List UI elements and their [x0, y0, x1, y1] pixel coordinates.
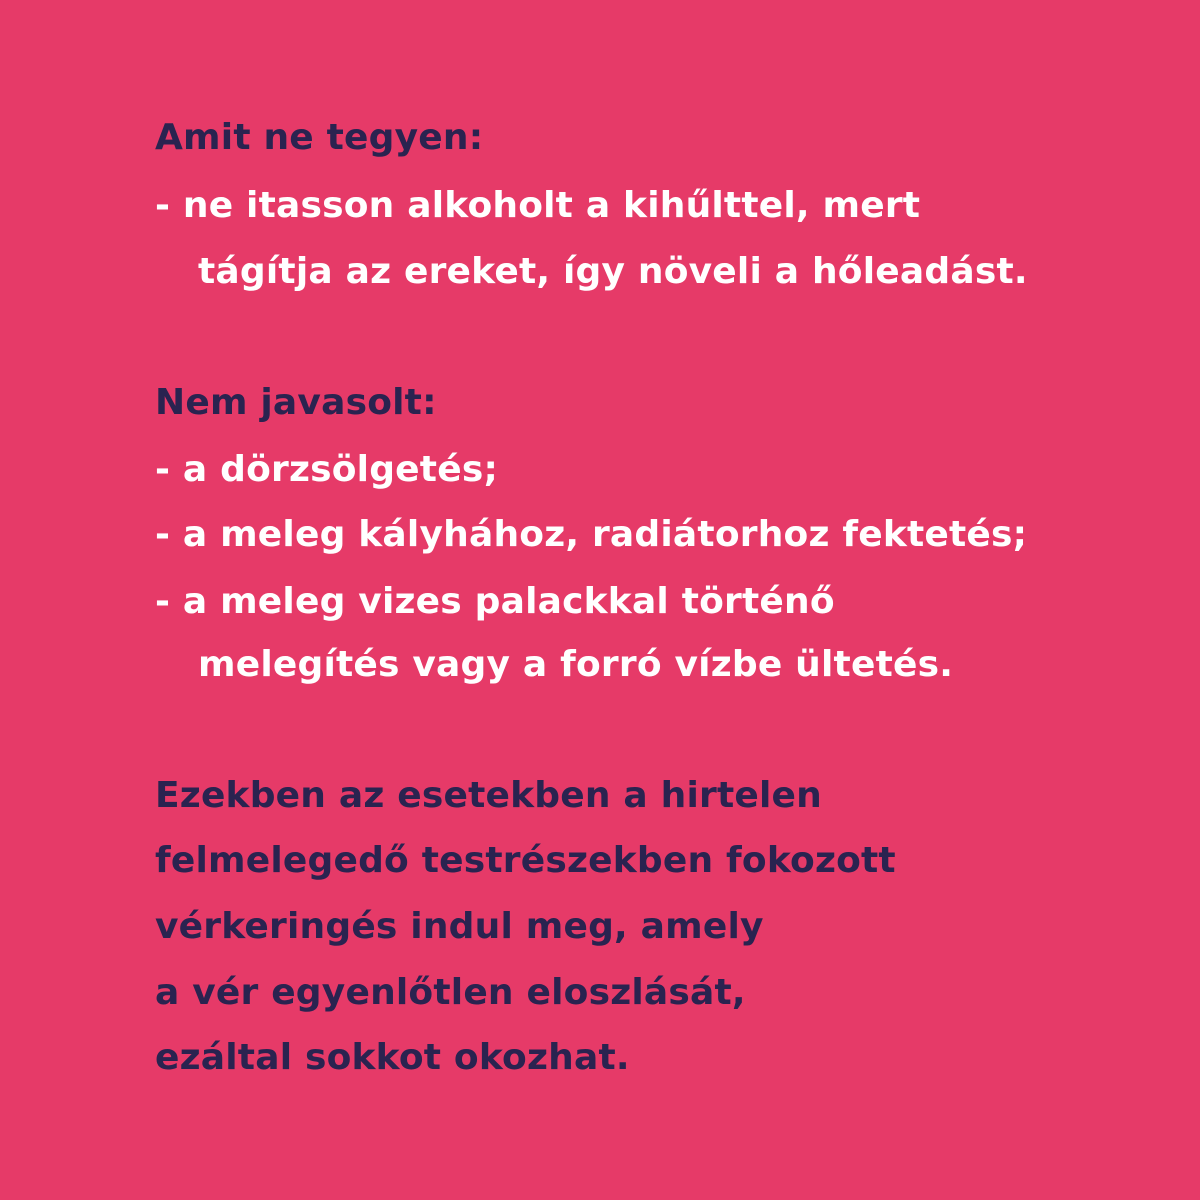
section3-line-4: a vér egyenlőtlen eloszlását, — [155, 972, 746, 1013]
section3-line-5: ezáltal sokkot okozhat. — [155, 1037, 630, 1078]
section3-line-3: vérkeringés indul meg, amely — [155, 906, 764, 947]
section2-item-1: - a dörzsölgetés; — [155, 449, 499, 490]
section2-heading: Nem javasolt: — [155, 382, 437, 423]
section1-item-1: - ne itasson alkoholt a kihűlttel, mert — [155, 185, 921, 226]
section1-item-1-continued: tágítja az ereket, így növeli a hőleadást. — [198, 251, 1028, 292]
section2-item-3: - a meleg vizes palackkal történő — [155, 581, 835, 622]
section1-heading: Amit ne tegyen: — [155, 117, 484, 158]
section3-line-1: Ezekben az esetekben a hirtelen — [155, 775, 822, 816]
section2-item-3-continued: melegítés vagy a forró vízbe ültetés. — [198, 644, 954, 685]
section3-line-2: felmelegedő testrészekben fokozott — [155, 840, 896, 881]
section2-item-2: - a meleg kályhához, radiátorhoz fektetés; — [155, 514, 1028, 555]
